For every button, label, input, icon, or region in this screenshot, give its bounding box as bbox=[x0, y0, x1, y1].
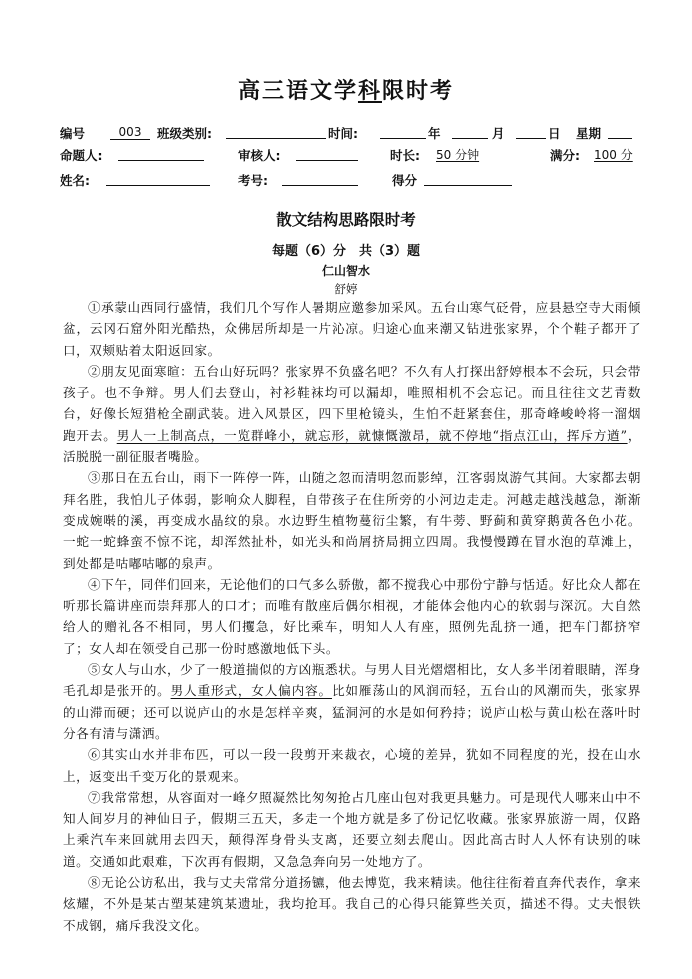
manfen-label: 满分: bbox=[550, 148, 580, 163]
shijian-label: 时间: bbox=[328, 126, 358, 141]
paragraph-7: ⑦我常常想，从容面对一峰夕照凝然比匆匆抢占几座山包对我更具魅力。可是现代人哪来山中不知人间岁月的神仙日子，假期三五天，多走一个地方就是多了份记忆收藏。张家界旅游一周，仅路上乘汽车来回就用去四天，颠得浑身骨头支离，还要立刻去爬山。因此高古时人人怀有诀别的味道。交通如此艰难，下次再有假期，又急急奔向另一处地方了。 bbox=[63, 789, 641, 869]
ri-label: 日 bbox=[548, 126, 561, 141]
day-field[interactable] bbox=[516, 124, 546, 139]
paragraph-6: ⑥其实山水并非布匹，可以一段一段剪开来裁衣，心境的差异，犹如不同程度的光，投在山水上，返变出千变万化的景观来。 bbox=[63, 747, 641, 784]
title-part-3: 限时考 bbox=[382, 79, 455, 104]
kaohao-field[interactable] bbox=[282, 171, 358, 186]
shichang-value: 50 分钟 bbox=[436, 148, 480, 162]
shenhe-field[interactable] bbox=[296, 146, 358, 161]
weekday-field[interactable] bbox=[608, 124, 632, 139]
paragraph-1: ①承蒙山西同行盛情，我们几个写作人暑期应邀参加采风。五台山寒气砭骨，应县悬空寺大雨倾盆，云冈石窟外阳光酷热，众佛居所却是一片沁凉。归途心血来潮又钻进张家界，个个鞋子都开了口，双颊贴着太阳返回家。 bbox=[63, 300, 641, 358]
header-row-3 bbox=[60, 171, 660, 191]
bianhao-label: 编号 bbox=[60, 126, 86, 141]
essay-author: 舒婷 bbox=[334, 282, 358, 296]
month-field[interactable] bbox=[452, 124, 488, 139]
paragraph-3: ③那日在五台山，雨下一阵停一阵，山随之忽而清明忽而影绰，江客弱岚游气其间。大家都去朝拜名胜，我怕儿子体弱，影响众人脚程，自带孩子在住所旁的小河边走走。河越走越浅越急，渐渐变成婉啭的溪，再变成水晶纹的泉。水边野生植物蔓衍尘繁，有牛蒡、野蓟和黄穿鹅黄各色小花。一蛇一蛇蜂蛮不惊不诧，却浑然扯朴，如光头和尚屑挤局拥立四周。我慢慢蹲在冒水泡的草滩上，到处都是咕嘟咕嘟的泉声。 bbox=[63, 470, 641, 571]
bianhao-field[interactable] bbox=[110, 124, 150, 140]
paragraph-8: ⑧无论公访私出，我与丈夫常常分道扬镳，他去博览，我来精读。他往往衔着直奔代表作，拿来炫耀，不外是某古塑某建筑某遗址，我均抢耳。我自己的心得只能算些关页，描述不得。丈夫恨铁不成钢，痛斥我没文化。 bbox=[63, 875, 641, 933]
shenhe-label: 审核人: bbox=[238, 148, 281, 163]
paragraph-5-text-a: ⑤女人与山水，少了一般道揣似的方凶瓶悉状。与男人目光熠熠相比，女人多半闭着眼睛，浑身毛孔却是张开的。 bbox=[63, 662, 641, 699]
paragraph-2-text-b: ，活脱脱一副征服者嘴脸。 bbox=[63, 427, 642, 465]
xingqi-label: 星期 bbox=[576, 126, 602, 141]
mingti-label: 命题人: bbox=[60, 148, 103, 163]
defen-label: 得分 bbox=[392, 173, 418, 188]
section-title: 散文结构思路限时考 bbox=[276, 211, 416, 229]
shichang-label: 时长: bbox=[390, 148, 420, 163]
score-line: 每题（6）分 共（3）题 bbox=[271, 244, 421, 259]
essay-body bbox=[63, 297, 641, 936]
kaohao-label: 考号: bbox=[238, 173, 268, 188]
paragraph-5-text-b: 比如雁荡山的风润而轻，五台山的风潮而失，张家界的山滞而硬；还可以说庐山的水是怎样辛爽，猛洞河的水是如何矜持；说庐山松与黄山松在落叶时分各有清与潇洒。 bbox=[63, 683, 641, 741]
page-title bbox=[0, 74, 692, 105]
yue-label: 月 bbox=[492, 126, 505, 141]
year-field[interactable] bbox=[380, 124, 426, 139]
paragraph-4: ④下午，同伴们回来，无论他们的口气多么骄傲，都不搅我心中那份宁静与恬适。好比众人都在听那长篇讲座而崇拜那人的口才；而唯有散座后偶尔相视，才能体会他内心的软弱与深沉。大自然给人的赠礼各不相同，男人们攫急，好比乘车，明知人人有座，照例先乱挤一通，把车门都挤窄了；女人却在领受自己那一份时感激地低下头。 bbox=[63, 576, 641, 656]
header-row-1 bbox=[60, 124, 660, 144]
xingming-label: 姓名: bbox=[60, 173, 90, 188]
nian-label: 年 bbox=[428, 126, 441, 141]
bianhao-value: 003 bbox=[118, 125, 142, 139]
banji-label: 班级类别: bbox=[157, 126, 212, 141]
paragraph-5-underlined: 男人重形式，女人偏内容。 bbox=[170, 683, 332, 699]
banji-field[interactable] bbox=[226, 124, 326, 139]
xingming-field[interactable] bbox=[106, 171, 210, 186]
paragraph-2-text-a: ②朋友见面寒暄：五台山好玩吗？张家界不负盛名吧？不久有人打探出舒婷根本不会玩，只会带孩子。也不争辩。男人们去登山，衬衫鞋袜均可以漏却，唯照相机不会忘记。而且往往文艺青数台，好像长短猎枪全副武装。进入风景区，四下里枪镜头，生怕不赶紧套住，那奇峰峻岭将一溜烟跑开去。 bbox=[63, 363, 641, 443]
paragraph-2-underlined: 男人一上制高点，一览群峰小，就忘形，就慷慨激昂，就不停地“指点江山，挥斥方遒” bbox=[116, 427, 628, 443]
paragraph-2 bbox=[63, 361, 641, 467]
title-part-1: 高三语文学 bbox=[237, 79, 358, 104]
paragraph-5 bbox=[63, 659, 641, 744]
defen-field[interactable] bbox=[424, 171, 512, 186]
manfen-value: 100 分 bbox=[594, 148, 633, 162]
header-row-2 bbox=[60, 146, 660, 166]
essay-title: 仁山智水 bbox=[321, 264, 370, 278]
mingti-field[interactable] bbox=[118, 146, 204, 161]
title-part-2: 科 bbox=[357, 79, 382, 104]
